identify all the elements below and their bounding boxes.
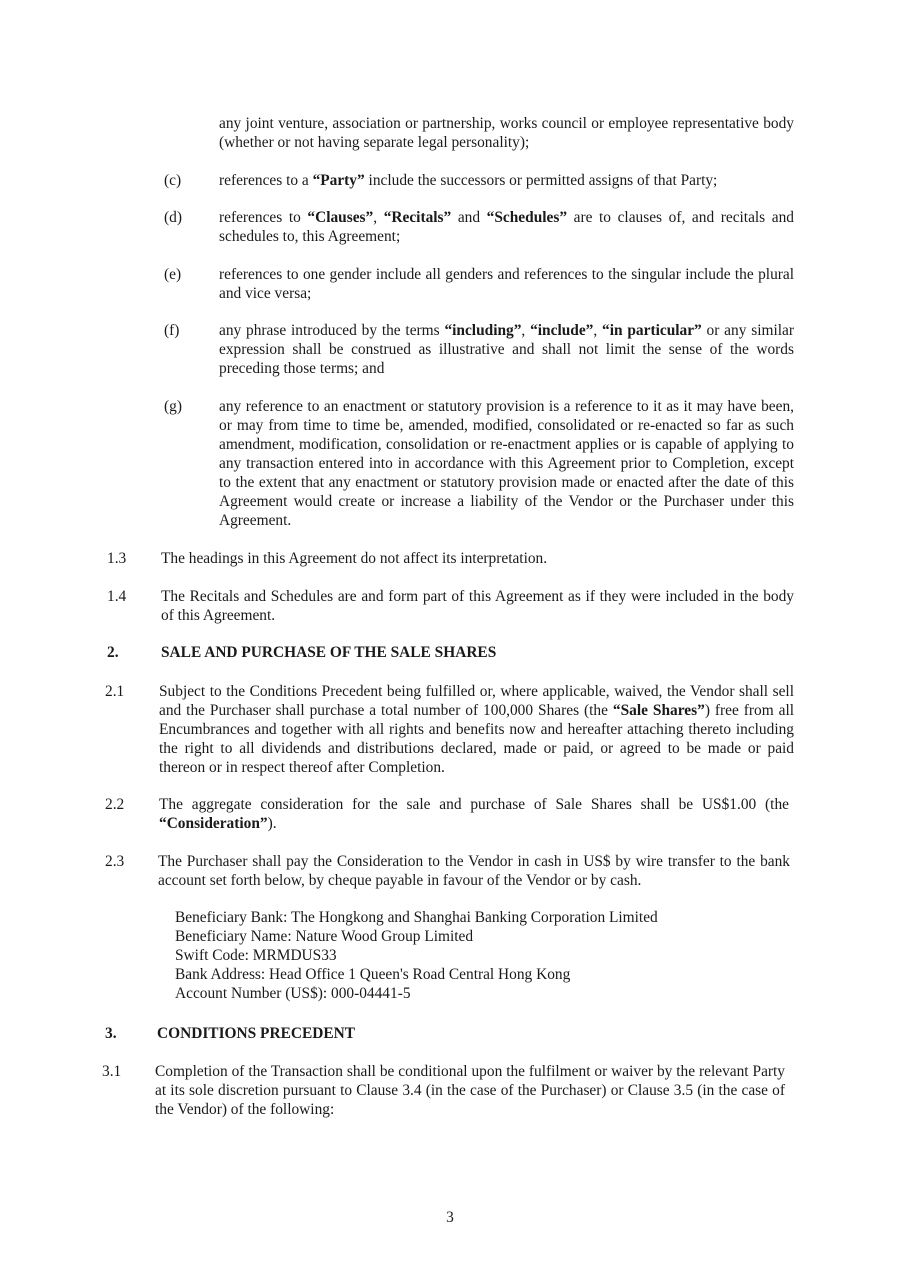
term-sale-shares: “Sale Shares” (612, 702, 705, 719)
bank-account-number: Account Number (US$): 000-04441-5 (175, 985, 411, 1002)
term-clauses: “Clauses” (307, 209, 374, 226)
section-3-title: CONDITIONS PRECEDENT (157, 1025, 355, 1042)
clause-2-1-number: 2.1 (105, 683, 125, 700)
clause-2-3-text: The Purchaser shall pay the Consideration to the Vendor in cash in US$ by wire transfer to the bank account set forth below, by cheque payable in favour of the Vendor or by cash. (158, 853, 790, 889)
term-consideration: “Consideration” (159, 815, 268, 832)
section-3-number: 3. (105, 1025, 117, 1042)
term-in-particular: “in particular” (602, 322, 702, 339)
item-c-number: (c) (164, 172, 182, 189)
clause-1-4-number: 1.4 (107, 588, 127, 605)
item-f-text: any phrase introduced by the terms “including”, “include”, “in particular” or any similar expression shall be construed as illustrative and shall not limit the sense of the words preceding those terms; and (219, 322, 794, 377)
bank-details (175, 908, 795, 1003)
term-including: “including” (444, 322, 522, 339)
section-2-number: 2. (107, 644, 119, 661)
item-e-text: references to one gender include all genders and references to the singular include the plural and vice versa; (219, 266, 794, 302)
term-party: “Party” (312, 172, 365, 189)
item-b-continuation: any joint venture, association or partnership, works council or employee representative body (whether or not having separate legal personality); (219, 115, 794, 151)
term-schedules: “Schedules” (486, 209, 568, 226)
term-include: “include” (530, 322, 594, 339)
clause-2-1-text: Subject to the Conditions Precedent being fulfilled or, where applicable, waived, the Vendor shall sell and the Purchaser shall purchase a total number of 100,000 Shares (the “Sale Shares”) free from all Encumbrances and together with all rights and benefits now and hereafter attaching thereto including the right to all dividends and distributions declared, made or paid, or agreed to be made or paid thereon or in respect thereof after Completion. (159, 683, 795, 776)
bank-address: Bank Address: Head Office 1 Queen's Road Central Hong Kong (175, 966, 571, 983)
term-recitals: “Recitals” (383, 209, 452, 226)
item-g-text: any reference to an enactment or statutory provision is a reference to it as it may have been, or may from time to time be, amended, modified, consolidated or re-enacted so far as such amendment, modification, consolidation or re-enactment applies or is capable of applying to any transaction entered into in accordance with this Agreement prior to Completion, except to the extent that any enactment or statutory provision made or enacted after the date of this Agreement would create or increase a liability of the Vendor or the Purchaser under this Agreement. (219, 398, 794, 529)
section-2-title: SALE AND PURCHASE OF THE SALE SHARES (161, 644, 497, 661)
item-c-text: references to a “Party” include the successors or permitted assigns of that Party; (219, 172, 718, 189)
clause-2-2-number: 2.2 (105, 796, 125, 813)
bank-beneficiary-bank: Beneficiary Bank: The Hongkong and Shanghai Banking Corporation Limited (175, 909, 658, 926)
clause-3-1-text: Completion of the Transaction shall be conditional upon the fulfilment or waiver by the relevant Party at its sole discretion pursuant to Clause 3.4 (in the case of the Purchaser) or Clause 3.5 (in the case of the Vendor) of the following: (155, 1063, 785, 1118)
clause-2-3-number: 2.3 (105, 853, 125, 870)
item-f-number: (f) (164, 322, 180, 339)
page-number: 3 (446, 1209, 454, 1226)
clause-3-1-number: 3.1 (102, 1063, 122, 1080)
bank-swift-code: Swift Code: MRMDUS33 (175, 947, 337, 964)
item-g-number: (g) (164, 398, 182, 415)
clause-2-2-text: The aggregate consideration for the sale and purchase of Sale Shares shall be US$1.00 (the “Consideration”). (159, 796, 789, 832)
item-d-text: references to “Clauses”, “Recitals” and “Schedules” are to clauses of, and recitals and schedules to, this Agreement; (219, 209, 794, 245)
clause-1-3-text: The headings in this Agreement do not affect its interpretation. (161, 550, 548, 567)
item-e-number: (e) (164, 266, 182, 283)
clause-1-4-text: The Recitals and Schedules are and form part of this Agreement as if they were included in the body of this Agreement. (161, 588, 794, 624)
bank-beneficiary-name: Beneficiary Name: Nature Wood Group Limited (175, 928, 474, 945)
clause-1-3-number: 1.3 (107, 550, 127, 567)
item-d-number: (d) (164, 209, 182, 226)
